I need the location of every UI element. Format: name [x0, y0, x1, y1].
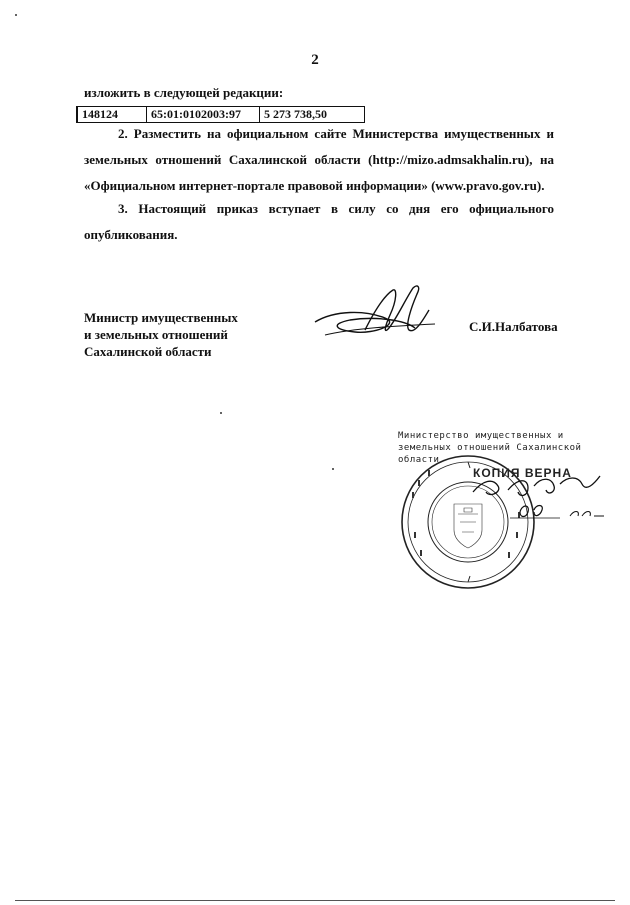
table-cell: 5 273 738,50: [260, 107, 365, 123]
table-cell: 65:01:0102003:97: [147, 107, 260, 123]
scan-speck: [15, 14, 17, 16]
table-cell: 148124: [77, 107, 147, 123]
copy-certified-mark: КОПИЯ ВЕРНА: [473, 466, 572, 480]
scan-speck: [220, 412, 222, 414]
stamp-line: области: [398, 455, 440, 465]
signer-title-line: и земельных отношений: [84, 327, 228, 342]
page-number: 2: [311, 52, 319, 68]
signer-title-line: Сахалинской области: [84, 344, 212, 359]
signer-name: С.И.Налбатова: [469, 319, 558, 334]
handwritten-date-image: [500, 498, 610, 524]
scan-speck: [332, 468, 334, 470]
signer-title: [84, 309, 238, 360]
stamp-line: Министерство имущественных и: [398, 431, 564, 441]
scan-edge-line: [15, 900, 615, 901]
stamp-line: земельных отношений Сахалинской: [398, 443, 582, 453]
signer-title-line: Министр имущественных: [84, 310, 238, 325]
intro-text: изложить в следующей редакции:: [84, 85, 284, 100]
paragraph-effective: 3. Настоящий приказ вступает в силу со дня его официального опубликования.: [84, 201, 554, 242]
signature-image: [305, 280, 455, 350]
paragraph-publication: 2. Разместить на официальном сайте Министерства имущественных и земельных отношений Сахалинской области (http://mizo.admsakhalin.ru), на «Официальном интернет-портале правовой информации» (www.pravo.gov.ru).: [84, 126, 554, 193]
